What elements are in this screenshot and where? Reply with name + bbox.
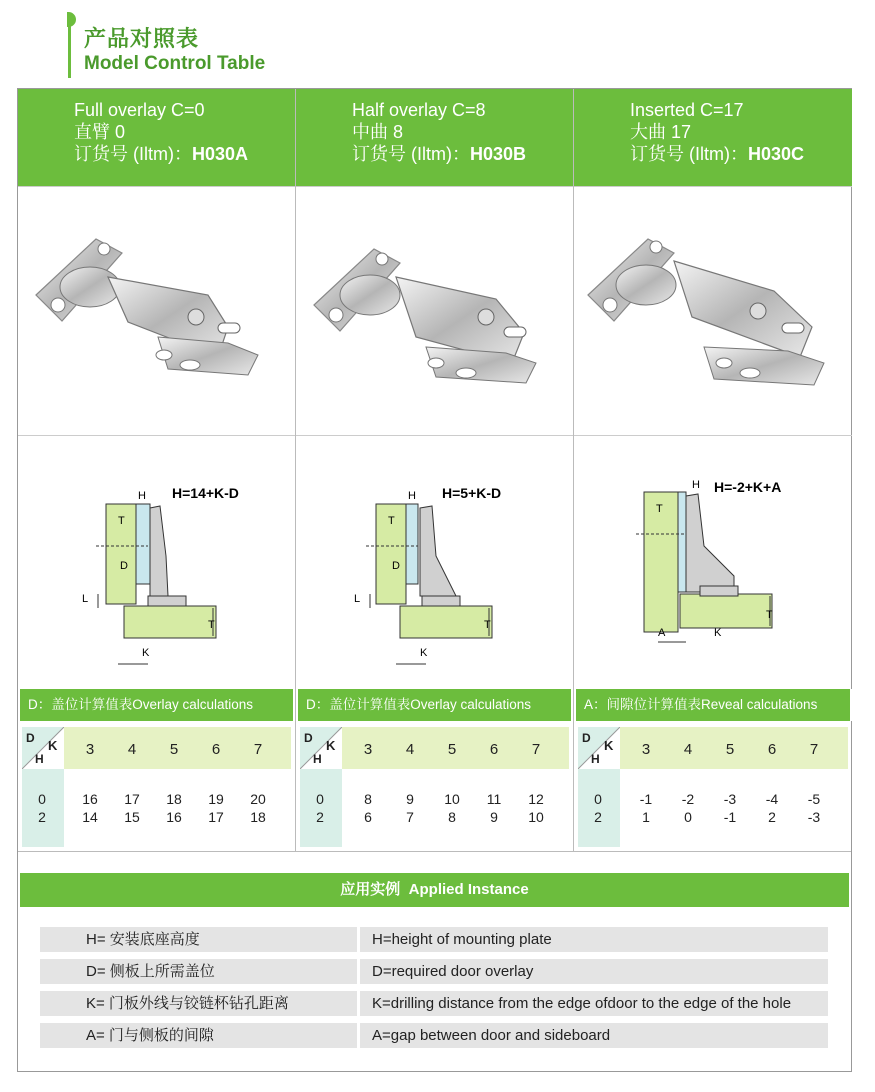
corner-dkh bbox=[578, 727, 620, 769]
formula-label: H=5+K-D bbox=[442, 485, 502, 501]
h-value: 2 bbox=[38, 809, 46, 825]
k-value: 5 bbox=[169, 741, 179, 758]
corner-dkh bbox=[300, 727, 342, 769]
header-accent-dot bbox=[67, 12, 76, 27]
calc-value: 15 bbox=[124, 809, 140, 825]
overlay-cn: 大曲 17 bbox=[630, 122, 692, 142]
calc-value: -3 bbox=[723, 791, 737, 807]
calc-value: 8 bbox=[448, 809, 456, 825]
overlay-type: Inserted C=17 bbox=[630, 100, 744, 120]
k-value: 3 bbox=[85, 741, 95, 758]
k-value: 4 bbox=[683, 741, 693, 758]
order-code: H030B bbox=[469, 144, 527, 164]
label-h: H bbox=[138, 490, 146, 502]
model-column-h030b bbox=[296, 89, 574, 851]
corner-d: D bbox=[304, 731, 313, 745]
k-value: 7 bbox=[809, 741, 819, 758]
k-value: 5 bbox=[447, 741, 457, 758]
calc-value: 1 bbox=[642, 809, 650, 825]
legend-cn: A= 门与侧板的间隙 bbox=[40, 1023, 357, 1048]
legend-row bbox=[40, 959, 828, 984]
corner-h: H bbox=[313, 752, 322, 766]
order-prefix: 订货号 (Iltm)： bbox=[630, 144, 748, 164]
calc-title: A：间隙位计算值表Reveal calculations bbox=[574, 689, 852, 721]
k-value: 5 bbox=[725, 741, 735, 758]
k-value: 6 bbox=[211, 741, 221, 758]
calc-title: D：盖位计算值表Overlay calculations bbox=[18, 689, 295, 721]
legend-cn: H= 安装底座高度 bbox=[40, 927, 357, 952]
order-number bbox=[74, 143, 295, 165]
order-number bbox=[352, 143, 573, 165]
installation-diagram bbox=[296, 436, 573, 688]
calc-value: 17 bbox=[124, 791, 140, 807]
calc-value: 2 bbox=[768, 809, 776, 825]
overlay-calculations bbox=[18, 689, 295, 851]
model-header bbox=[574, 89, 852, 186]
order-code: H030C bbox=[747, 144, 805, 164]
label-k: K bbox=[714, 627, 722, 639]
calc-value: 16 bbox=[82, 791, 98, 807]
diagram-svg bbox=[574, 436, 852, 688]
legend-en: H=height of mounting plate bbox=[360, 927, 828, 952]
calc-value: 6 bbox=[364, 809, 372, 825]
legend-en: K=drilling distance from the edge ofdoor to the edge of the hole bbox=[360, 991, 828, 1016]
model-column-h030c bbox=[574, 89, 852, 851]
corner-d: D bbox=[582, 731, 591, 745]
applied-instance-section bbox=[18, 851, 851, 1073]
h-value: 2 bbox=[594, 809, 602, 825]
k-value: 6 bbox=[489, 741, 499, 758]
calc-title: D：盖位计算值表Overlay calculations bbox=[296, 689, 573, 721]
calc-value: 8 bbox=[364, 791, 372, 807]
legend-cn: D= 侧板上所需盖位 bbox=[40, 959, 357, 984]
hinge-image bbox=[574, 187, 852, 437]
reveal-calculations bbox=[574, 689, 852, 851]
calc-value: -1 bbox=[723, 809, 737, 825]
label-k: K bbox=[420, 647, 428, 659]
legend-en: A=gap between door and sideboard bbox=[360, 1023, 828, 1048]
label-t2: T bbox=[766, 609, 773, 621]
k-value: 3 bbox=[363, 741, 373, 758]
corner-k: K bbox=[604, 738, 614, 753]
label-t2: T bbox=[208, 619, 215, 631]
order-code: H030A bbox=[191, 144, 249, 164]
calc-value: 10 bbox=[444, 791, 460, 807]
calc-value: 12 bbox=[528, 791, 544, 807]
calc-value: 9 bbox=[490, 809, 498, 825]
page-title-cn: 产品对照表 bbox=[84, 27, 200, 52]
label-h: H bbox=[692, 479, 700, 491]
calc-value: 20 bbox=[250, 791, 266, 807]
calc-value: 0 bbox=[684, 809, 692, 825]
legend-row bbox=[40, 927, 828, 952]
k-value: 3 bbox=[641, 741, 651, 758]
label-d: D bbox=[392, 560, 400, 572]
label-t2: T bbox=[484, 619, 491, 631]
model-header bbox=[18, 89, 295, 186]
installation-diagram bbox=[18, 436, 295, 688]
k-value: 4 bbox=[405, 741, 415, 758]
calc-value: -3 bbox=[807, 809, 821, 825]
corner-dkh bbox=[22, 727, 64, 769]
label-d: D bbox=[120, 560, 128, 572]
hinge-photo bbox=[574, 186, 852, 436]
k-value: 4 bbox=[127, 741, 137, 758]
legend-en: D=required door overlay bbox=[360, 959, 828, 984]
formula-label: H=-2+K+A bbox=[714, 479, 782, 495]
k-value: 7 bbox=[531, 741, 541, 758]
order-prefix: 订货号 (Iltm)： bbox=[352, 144, 470, 164]
overlay-calculations bbox=[296, 689, 573, 851]
applied-instance-title bbox=[20, 873, 849, 907]
corner-h: H bbox=[591, 752, 600, 766]
k-value: 6 bbox=[767, 741, 777, 758]
calc-value: 14 bbox=[82, 809, 98, 825]
corner-k: K bbox=[48, 738, 58, 753]
label-l: L bbox=[82, 593, 89, 605]
model-header bbox=[296, 89, 573, 186]
label-l: L bbox=[354, 593, 361, 605]
calc-value: 19 bbox=[208, 791, 224, 807]
overlay-type: Half overlay C=8 bbox=[352, 100, 486, 120]
legend-row bbox=[40, 1023, 828, 1048]
hinge-photo bbox=[18, 186, 295, 436]
corner-k: K bbox=[326, 738, 336, 753]
hinge-image bbox=[296, 187, 574, 437]
calc-value: 18 bbox=[166, 791, 182, 807]
k-value: 7 bbox=[253, 741, 263, 758]
calc-value: 16 bbox=[166, 809, 182, 825]
diagram-svg bbox=[296, 436, 574, 688]
corner-h: H bbox=[35, 752, 44, 766]
overlay-cn: 直臂 0 bbox=[74, 122, 126, 142]
label-t: T bbox=[118, 515, 125, 527]
control-table bbox=[17, 88, 852, 1072]
label-h: H bbox=[408, 490, 416, 502]
h-value: 2 bbox=[316, 809, 324, 825]
calc-value: 7 bbox=[406, 809, 414, 825]
h-value: 0 bbox=[316, 791, 324, 807]
model-column-h030a bbox=[18, 89, 296, 851]
calc-value: 17 bbox=[208, 809, 224, 825]
order-prefix: 订货号 (Iltm)： bbox=[74, 144, 192, 164]
calc-value: -4 bbox=[765, 791, 779, 807]
legend-row bbox=[40, 991, 828, 1016]
installation-diagram bbox=[574, 436, 852, 688]
label-t: T bbox=[388, 515, 395, 527]
calc-value: 11 bbox=[486, 791, 502, 807]
calc-value: 18 bbox=[250, 809, 266, 825]
page-title-en: Model Control Table bbox=[84, 53, 266, 74]
formula-label: H=14+K-D bbox=[172, 485, 239, 501]
calc-value: 9 bbox=[406, 791, 414, 807]
calc-value: -1 bbox=[639, 791, 653, 807]
label-t: T bbox=[656, 503, 663, 515]
overlay-cn: 中曲 8 bbox=[352, 122, 404, 142]
overlay-type: Full overlay C=0 bbox=[74, 100, 205, 120]
label-k: K bbox=[142, 647, 150, 659]
h-value: 0 bbox=[594, 791, 602, 807]
label-a: A bbox=[658, 627, 666, 639]
h-value: 0 bbox=[38, 791, 46, 807]
calc-value: -2 bbox=[681, 791, 695, 807]
applied-title-en: Applied Instance bbox=[408, 881, 529, 898]
corner-d: D bbox=[26, 731, 35, 745]
calc-value: 10 bbox=[528, 809, 544, 825]
hinge-photo bbox=[296, 186, 573, 436]
order-number bbox=[630, 143, 852, 165]
calc-value: -5 bbox=[807, 791, 821, 807]
diagram-svg bbox=[18, 436, 296, 688]
hinge-image bbox=[18, 187, 296, 437]
applied-title-cn: 应用实例 bbox=[340, 881, 401, 898]
legend-cn: K= 门板外线与铰链杯钻孔距离 bbox=[40, 991, 357, 1016]
